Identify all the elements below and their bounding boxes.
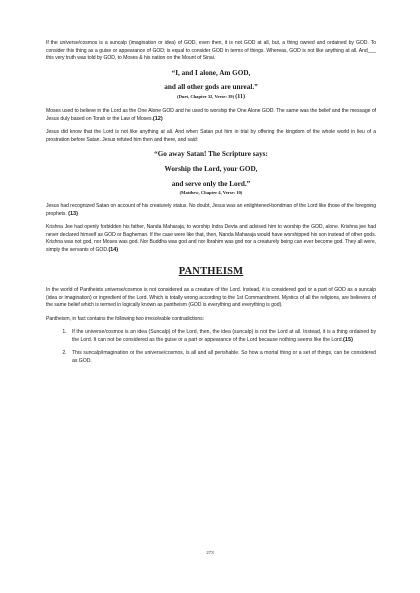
- quote-line: and all other gods are unreal.”: [164, 83, 258, 92]
- paragraph-7: Pantheism, in fact contains the following two irresolvable contradictions:: [46, 315, 204, 322]
- quote-line: “I, and I alone, Am GOD,: [171, 68, 251, 77]
- paragraph-text: Krishna Jee had openly forbidden his father, Nanda Maharaja, to worship Indra Devta and advised him to worship the GOD, alone. Krishna jee had never declared himself as GOD or Bagheman. If the case were like that, then, Nanda Maharaja would have worshipped his son instead of other gods. Krishna was not god, nor Moses was god. Nor Buddha was god and nor Ibrahim was god nor a creaturely being can ever become god. They all were, simply the servants of GOD.: [46, 224, 376, 253]
- paragraph-4: [46, 203, 376, 218]
- citation-text: (Duet, Chapter 32, Verse: 39): [177, 94, 235, 100]
- quote-block-2: [46, 150, 376, 195]
- document-page: [46, 40, 376, 371]
- footnote-ref: (15): [343, 336, 353, 343]
- quote-line: and serve only the Lord.”: [171, 179, 251, 188]
- quote-citation: [46, 94, 376, 100]
- paragraph-2: [46, 108, 376, 123]
- paragraph-5: [46, 224, 376, 254]
- paragraph-1: If the universe/cosmos is a suncalp (imagination or idea) of GOD, even then, it is not GOD at all, but, a thing owned and ordained by GOD. To consider this thing as a guise or appearance of GOD; is equal to consider GOD in terms of things. Whereas, GOD is not like anything at all. And___ this very truth was told by GOD, to Moses & his nation on the Mount of Sinai.: [46, 40, 376, 61]
- contradictions-list: [46, 329, 376, 365]
- list-item-text: This suncalp/imagination or the universe/cosmos, is all and all perishable. So how a mortal thing or a set of things, can be considered as GOD.: [72, 350, 376, 364]
- paragraph-3: Jesus did know that the Lord is not like anything at all. And when Satan put him in trial by offering the kingdom of the whole world in lieu of a prostration before Satan. Jesus refuted him then and there, and said:: [46, 129, 376, 143]
- footnote-ref: (14): [108, 246, 119, 253]
- quote-line: “Go away Satan! The Scripture says:: [154, 150, 268, 159]
- page-number: 273: [206, 550, 214, 555]
- paragraph-text: Moses used to believe in the Lord as the One Alone GOD and he used to worship the One Alone GOD. The same was the belief and the message of Jesus duly based on Torah or the Law of Moses.: [46, 108, 376, 122]
- list-item: [68, 329, 376, 344]
- footnote-ref: (12): [152, 115, 163, 122]
- paragraph-text: Jesus had recognized Satan on account of his creaturely status. No doubt, Jesus was an enlightened-bondman of the Lord like those of the foregoing prophets.: [46, 203, 376, 217]
- footnote-ref: (13): [68, 210, 78, 217]
- footnote-ref: (11): [235, 94, 245, 101]
- quote-block-1: [46, 69, 376, 101]
- section-heading: PANTHEISM: [178, 266, 244, 278]
- quote-line: Worship the Lord, your GOD,: [164, 164, 258, 173]
- paragraph-6: In the world of Pantheists universe/cosmos is not considered as a creature of the Lord. Instead, it is considered god or a part of GOD as a suncalp (idea or imagination) or ingredient of the Lord. Which is totally wrong according to the 1st Commandment. Mystics of all the religions, are believers of the same belief which is termed in logically known as pantheism (GOD is everything and everything is god).: [46, 287, 376, 309]
- quote-citation: (Matthew, Chapter 4, Verse: 10): [179, 190, 243, 196]
- list-item: [68, 350, 376, 365]
- list-item-text: If the universe/cosmos is an idea (Suncalp) of the Lord, then, the idea (suncalp) is not the Lord at all. Instead, it is a thing ordained by the Lord. It can not be considered as the guise or a part or appearance of the Lord because nothing seems like the Lord.: [72, 329, 376, 343]
